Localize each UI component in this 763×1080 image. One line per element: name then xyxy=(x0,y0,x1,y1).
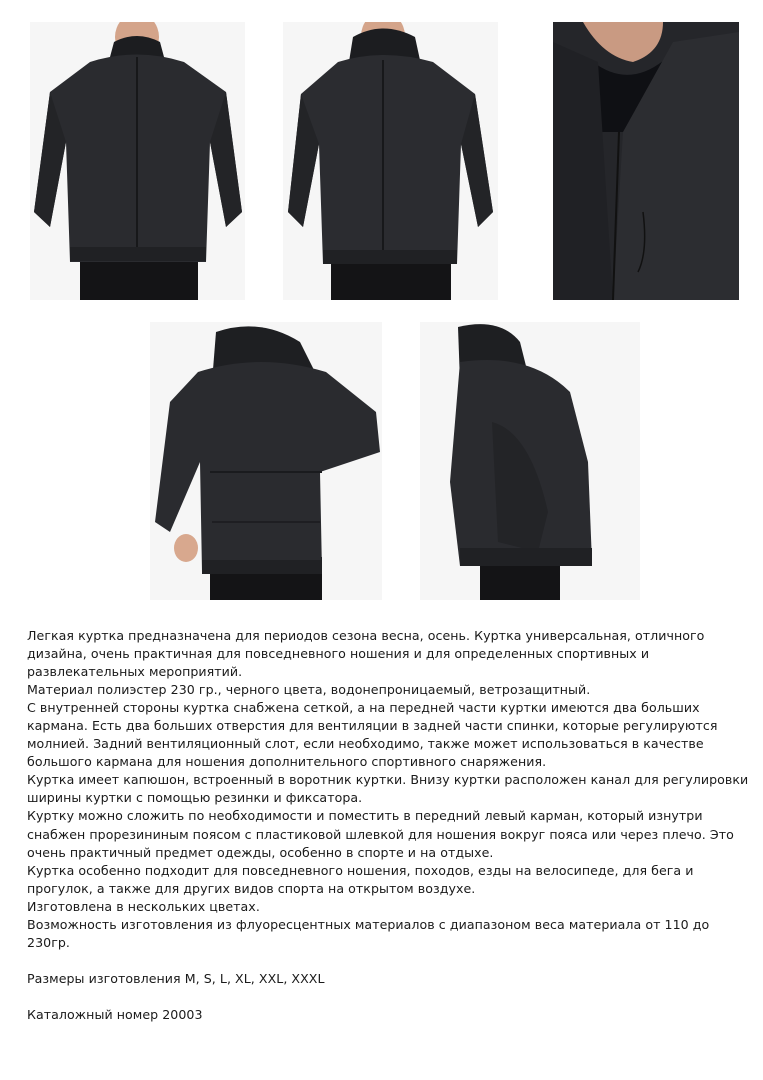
catalog-number: Каталожный номер 20003 xyxy=(27,1006,203,1022)
jacket-front-angle-image xyxy=(283,22,498,300)
jacket-side-image xyxy=(420,322,640,600)
description-paragraph: С внутренней стороны куртка снабжена сеткой, а на передней части куртки имеются два больших кармана. Есть два больших отверстия для вентиляции в задней части спинки, которые регулируются молнией. Задний вентиляционный слот, если необходимо, также может использоваться в качестве большого кармана для ношения дополнительного спортивного снаряжения. xyxy=(27,700,718,770)
jacket-photo-back xyxy=(150,322,382,600)
description-paragraph: Легкая куртка предназначена для периодов сезона весна, осень. Куртка универсальная, отличного дизайна, очень практичная для повседневного ношения и для определенных спортивных и развлекательных мероприятий. xyxy=(27,628,705,680)
jacket-back-image xyxy=(150,322,382,600)
jacket-front-image xyxy=(30,22,245,300)
description-paragraph: Возможность изготовления из флуоресцентных материалов с диапазоном веса материала от 110 до 230гр. xyxy=(27,916,710,950)
jacket-photo-collar-closeup xyxy=(553,22,739,300)
description-paragraph: Куртка особенно подходит для повседневного ношения, походов, езды на велосипеде, для бега и прогулок, а также для других видов спорта на открытом воздухе. xyxy=(27,862,694,896)
description-paragraph: Изготовлена в нескольких цветах. xyxy=(27,898,260,914)
jacket-photo-front xyxy=(30,22,245,300)
description-paragraph: Куртку можно сложить по необходимости и поместить в передний левый карман, который изнутри снабжен прорезининым поясом с пластиковой шлевкой для ношения вокруг пояса или через плечо. Это очень практичный предмет одежды, особенно в спорте и на отдыхе. xyxy=(27,808,734,860)
product-description xyxy=(27,627,752,1024)
sizes-line: Размеры изготовления M, S, L, XL, XXL, XXXL xyxy=(27,970,325,986)
description-paragraph: Материал полиэстер 230 гр., черного цвета, водонепроницаемый, ветрозащитный. xyxy=(27,682,591,698)
jacket-photo-side xyxy=(420,322,640,600)
jacket-photo-front-angle xyxy=(283,22,498,300)
jacket-collar-image xyxy=(553,22,739,300)
description-paragraph: Куртка имеет капюшон, встроенный в воротник куртки. Внизу куртки расположен канал для регулировки ширины куртки с помощью резинки и фиксатора. xyxy=(27,772,749,806)
